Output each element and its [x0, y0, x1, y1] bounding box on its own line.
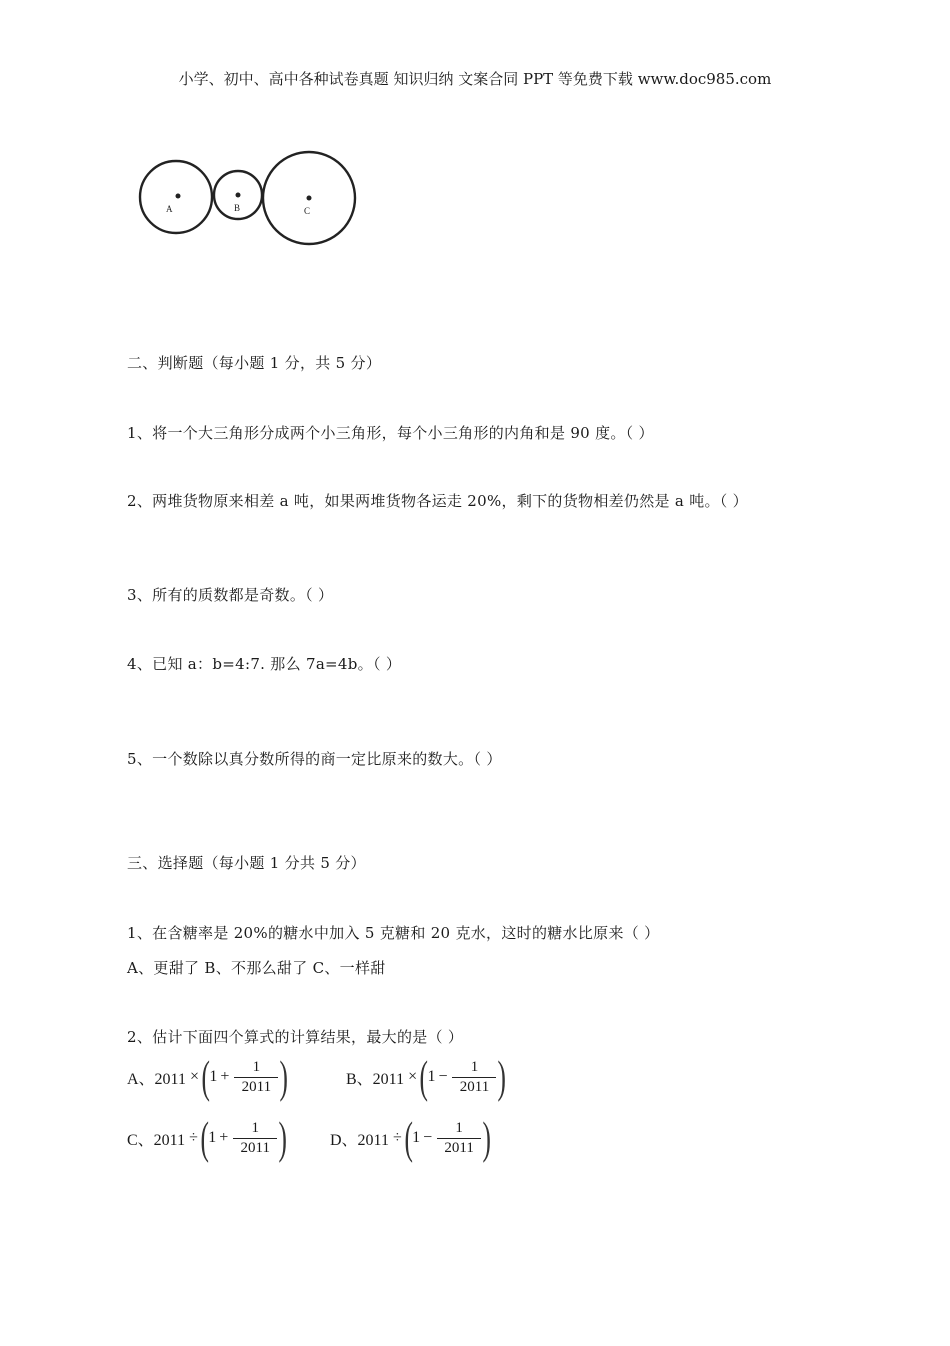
- option-d-expression: D、2011 ÷ ( 1 − $\frac{1}{2011}$ ): [330, 1112, 491, 1163]
- choice-question-2: 2、估计下面四个算式的计算结果，最大的是（ ）: [127, 1028, 464, 1046]
- choice-question-1: 1、在含糖率是 20%的糖水中加入 5 克糖和 20 克水，这时的糖水比原来（ ）: [127, 924, 660, 942]
- judge-question-2: 2、两堆货物原来相差 a 吨，如果两堆货物各运走 20%，剩下的货物相差仍然是 a 吨。（ ）: [127, 492, 748, 510]
- section2-title: 二、判断题（每小题 1 分，共 5 分）: [127, 354, 382, 372]
- circle-a-label: A: [166, 204, 173, 214]
- circle-b-label: B: [234, 203, 241, 213]
- judge-question-1: 1、将一个大三角形分成两个小三角形，每个小三角形的内角和是 90 度。（ ）: [127, 424, 654, 442]
- section3-title: 三、选择题（每小题 1 分共 5 分）: [127, 854, 366, 872]
- judge-question-4: 4、已知 a：b=4:7. 那么 7a=4b。（ ）: [127, 655, 402, 673]
- option-a-expression: A、2011 × ( 1 + $\frac{1}{2011}$ ): [127, 1051, 289, 1102]
- circles-figure: [130, 140, 370, 260]
- page-header: 小学、初中、高中各种试卷真题 知识归纳 文案合同 PPT 等免费下载 www.doc985.com: [178, 70, 772, 88]
- judge-question-5: 5、一个数除以真分数所得的商一定比原来的数大。（ ）: [127, 750, 502, 768]
- circle-c-label: C: [304, 206, 311, 216]
- judge-question-3: 3、所有的质数都是奇数。（ ）: [127, 586, 334, 604]
- option-c-expression: C、2011 ÷ ( 1 + $\frac{1}{2011}$ ): [127, 1112, 288, 1163]
- choice-question-1-options: A、更甜了 B、不那么甜了 C、一样甜: [127, 959, 386, 977]
- option-b-expression: B、2011 × ( 1 − $\frac{1}{2011}$ ): [346, 1051, 507, 1102]
